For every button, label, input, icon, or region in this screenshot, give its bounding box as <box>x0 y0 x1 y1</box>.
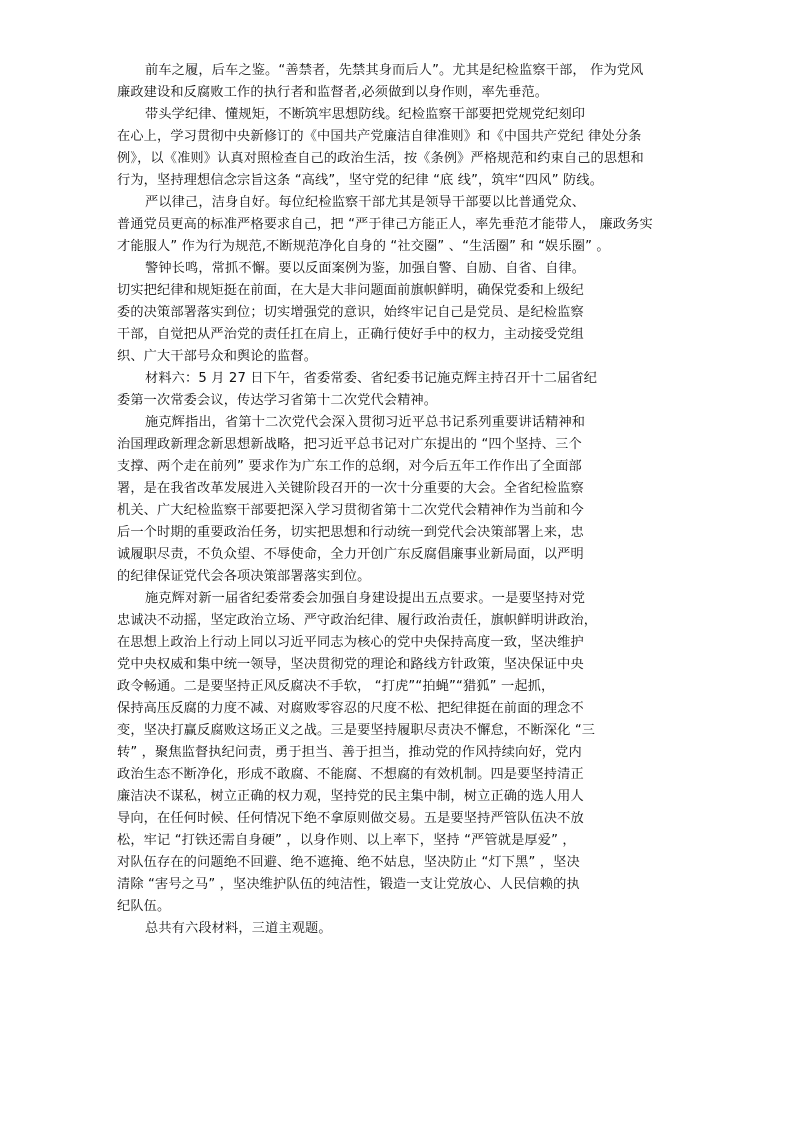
text-line: 切实把纪律和规矩挺在前面，在大是大非问题面前旗帜鲜明，确保党委和上级纪 <box>117 283 584 298</box>
text-line: 委的决策部署落实到位；切实增强党的意识，始终牢记自己是党员、是纪检监察 <box>117 305 584 320</box>
text-line: 施克辉对新一届省纪委常委会加强自身建设提出五点要求。一是要坚持对党 <box>145 591 586 606</box>
text-line: 干部，自觉把从严治党的责任扛在肩上，正确行使好手中的权力，主动接受党组 <box>117 327 584 342</box>
text-line: 变，坚决打赢反腐败这场正义之战。三是要坚持履职尽责决不懈怠，不断深化 “三 <box>117 723 596 738</box>
text-line: 支撑、两个走在前列” 要求作为广东工作的总纲，对今后五年工作作出了全面部 <box>117 459 582 474</box>
text-line: 廉政建设和反腐败工作的执行者和监督者,必须做到以身作则，率先垂范。 <box>117 85 549 100</box>
text-line: 导向，在任何时候、任何情况下绝不拿原则做交易。五是要坚持严管队伍决不放 <box>117 811 584 826</box>
text-line: 前车之履，后车之鉴。“善禁者，先禁其身而后人”。尤其是纪检监察干部， 作为党风 <box>145 63 644 78</box>
text-line: 总共有六段材料，三道主观题。 <box>145 921 332 936</box>
text-line: 转” ，聚焦监督执纪问责，勇于担当、善于担当，推动党的作风持续向好，党内 <box>117 745 582 760</box>
text-line: 后一个时期的重要政治任务，切实把思想和行动统一到党代会决策部署上来，忠 <box>117 525 584 540</box>
text-line: 织、广大干部号众和舆论的监督。 <box>117 349 318 364</box>
text-line: 的纪律保证党代会各项决策部署落实到位。 <box>117 569 371 584</box>
text-line: 松，牢记 “打铁还需自身硬” ，以身作则、以上率下，坚持 “严管就是厚爱” ， <box>117 833 576 848</box>
text-line: 清除 “害号之马” ，坚决维护队伍的纯洁性，锻造一支让党放心、人民信赖的执 <box>117 877 580 892</box>
text-line: 行为，坚持理想信念宗旨这条 “高线”，坚守党的纪律 “底 线”，筑牢“四风” 防线。 <box>117 173 604 188</box>
text-line: 党中央权威和集中统一领导，坚决贯彻党的理论和路线方针政策，坚决保证中央 <box>117 657 584 672</box>
text-line: 严以律己，洁身自好。每位纪检监察干部尤其是领导干部要以比普通党众、 <box>145 195 586 210</box>
text-line: 纪队伍。 <box>117 899 171 914</box>
text-line: 例》，以《准则》认真对照检查自己的政治生活，按《条例》严格规范和约束自己的思想和 <box>117 151 644 166</box>
text-line: 忠诚决不动摇，坚定政治立场、严守政治纪律、履行政治责任，旗帜鲜明讲政治， <box>117 613 598 628</box>
text-line: 诚履职尽责，不负众望、不辱使命，全力开创广东反腐倡廉事业新局面，以严明 <box>117 547 584 562</box>
text-line: 保持高压反腐的力度不减、对腐败零容忍的尺度不松、把纪律挺在前面的理念不 <box>117 701 584 716</box>
text-line: 警钟长鸣，常抓不懈。要以反面案例为鉴，加强自警、自励、自省、自律。 <box>145 261 586 276</box>
text-line: 在思想上政治上行动上同以习近平同志为核心的党中央保持高度一致，坚决维护 <box>117 635 584 650</box>
text-line: 政治生态不断净化，形成不敢腐、不能腐、不想腐的有效机制。四是要坚持清正 <box>117 767 584 782</box>
text-line: 廉洁决不谋私，树立正确的权力观，坚持党的民主集中制，树立正确的选人用人 <box>117 789 584 804</box>
text-line: 机关、广大纪检监察干部要把深入学习贯彻省第十二次党代会精神作为当前和今 <box>117 503 584 518</box>
text-line: 治国理政新理念新思想新战略，把习近平总书记对广东提出的 “四个坚持、三个 <box>117 437 582 452</box>
text-line: 才能服人” 作为行为规范,不断规范净化自身的 “社交圈” 、“生活圈” 和 “娱乐圈” 。 <box>117 239 610 254</box>
text-line: 对队伍存在的问题绝不回避、绝不遮掩、绝不姑息，坚决防止 “灯下黑” ，坚决 <box>117 855 580 870</box>
text-line: 在心上，学习贯彻中央新修订的《中国共产党廉洁自律准则》和《中国共产党纪 律处分条 <box>117 129 642 144</box>
text-line: 材料六：5 月 27 日下午，省委常委、省纪委书记施克辉主持召开十二届省纪 <box>145 371 598 386</box>
text-line: 委第一次常委会议，传达学习省第十二次党代会精神。 <box>117 393 438 408</box>
text-line: 带头学纪律、懂规矩，不断筑牢思想防线。纪检监察干部要把党规党纪刻印 <box>145 107 586 122</box>
text-line: 署，是在我省改革发展进入关键阶段召开的一次十分重要的大会。全省纪检监察 <box>117 481 584 496</box>
text-line: 普通党员更高的标准严格要求自己，把 “严于律己方能正人，率先垂范才能带人， 廉政务实 <box>117 217 653 232</box>
text-line: 政令畅通。二是要坚持正风反腐决不手软， “打虎”“拍蝇”“猎狐” 一起抓， <box>117 679 555 694</box>
text-line: 施克辉指出，省第十二次党代会深入贯彻习近平总书记系列重要讲话精神和 <box>145 415 586 430</box>
